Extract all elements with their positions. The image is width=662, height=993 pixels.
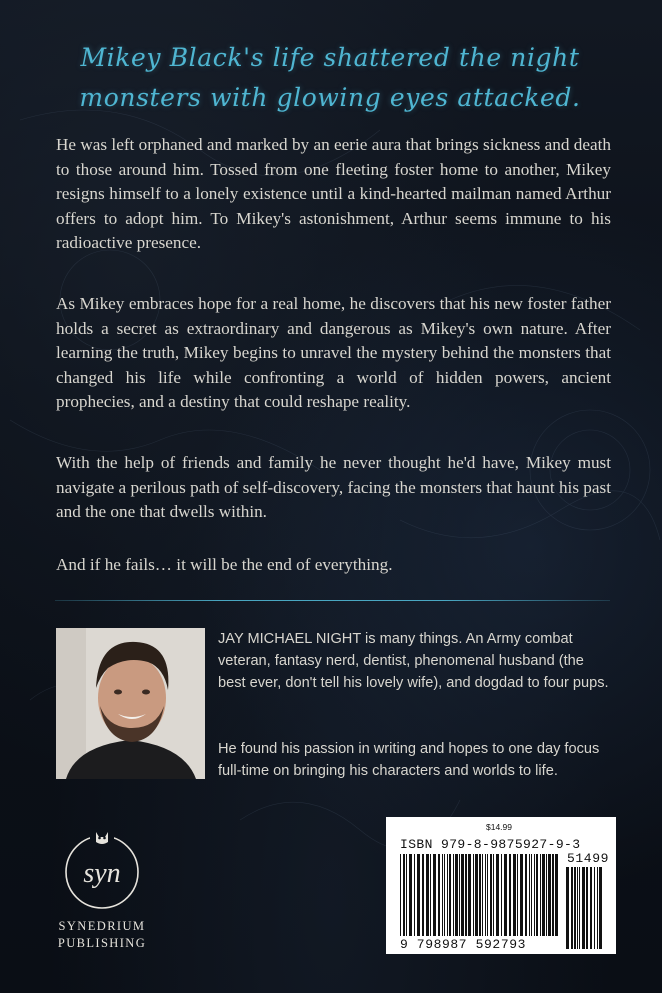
barcode-bar bbox=[599, 867, 602, 949]
barcode-bar bbox=[504, 854, 507, 936]
isbn-barcode bbox=[386, 817, 616, 954]
ean-barcode-bars bbox=[400, 854, 560, 936]
barcode-bar bbox=[430, 854, 431, 936]
publisher-logo-text: syn bbox=[83, 858, 121, 889]
barcode-bar bbox=[501, 854, 502, 936]
barcode-bar bbox=[586, 867, 588, 949]
barcode-bar bbox=[442, 854, 443, 936]
barcode-bar bbox=[517, 854, 518, 936]
barcode-bar bbox=[485, 854, 486, 936]
barcode-bar bbox=[536, 854, 538, 936]
barcode-bar bbox=[534, 854, 535, 936]
barcode-bar bbox=[552, 854, 554, 936]
author-bio-paragraph-1: JAY MICHAEL NIGHT is many things. An Army combat veteran, fantasy nerd, dentist, phenomenal husband (the best ever, don't tell his lovely wife), and dogdad to four pups. bbox=[218, 631, 609, 691]
barcode-bar bbox=[400, 854, 401, 936]
barcode-bar bbox=[525, 854, 527, 936]
barcode-bar bbox=[520, 854, 523, 936]
barcode-bar bbox=[529, 854, 530, 936]
barcode-bar bbox=[590, 867, 592, 949]
barcode-bar bbox=[406, 854, 407, 936]
barcode-bar bbox=[461, 854, 464, 936]
barcode-bar bbox=[490, 854, 492, 936]
barcode-bar bbox=[479, 854, 481, 936]
barcode-bar bbox=[403, 854, 405, 936]
barcode-bar bbox=[594, 867, 595, 949]
barcode-bar bbox=[574, 867, 576, 949]
barcode-bar bbox=[579, 867, 580, 949]
publisher-name-line-1: SYNEDRIUM bbox=[58, 919, 146, 933]
barcode-digits: 9 798987 592793 bbox=[400, 937, 527, 952]
barcode-bar bbox=[422, 854, 424, 936]
blurb-paragraph-1: He was left orphaned and marked by an eerie aura that brings sickness and death to those around him. Tossed from one fleeting foster home to another, Mikey resigns himself to a lonely existence until a kind-hearted mailman named Arthur offers to adopt him. To Mikey's astonishment, Arthur seems immune to his radioactive presence. bbox=[56, 135, 611, 252]
publisher-owl-circle-icon bbox=[60, 828, 144, 912]
barcode-bar bbox=[465, 854, 467, 936]
barcode-bar bbox=[531, 854, 532, 936]
barcode-bar bbox=[566, 867, 569, 949]
barcode-bar bbox=[453, 854, 454, 936]
barcode-bar bbox=[548, 854, 551, 936]
barcode-bar bbox=[582, 867, 585, 949]
tagline-line-1: Mikey Black's life shattered the night bbox=[80, 43, 580, 72]
barcode-bar bbox=[426, 854, 429, 936]
barcode-bar bbox=[577, 867, 578, 949]
tagline-line-2: monsters with glowing eyes attacked. bbox=[79, 83, 581, 112]
barcode-bar bbox=[513, 854, 516, 936]
barcode-bar bbox=[414, 854, 415, 936]
publisher-logo bbox=[48, 828, 156, 953]
barcode-bar bbox=[496, 854, 499, 936]
barcode-bar bbox=[449, 854, 451, 936]
author-photo bbox=[56, 628, 205, 779]
barcode-bar bbox=[597, 867, 598, 949]
barcode-bar bbox=[409, 854, 412, 936]
barcode-price: $14.99 bbox=[486, 822, 512, 832]
publisher-name-line-2: PUBLISHING bbox=[57, 936, 147, 950]
barcode-bar bbox=[475, 854, 478, 936]
barcode-bar bbox=[546, 854, 547, 936]
barcode-bar bbox=[509, 854, 511, 936]
author-bio-paragraph-2: He found his passion in writing and hopes to one day focus full-time on bringing his characters and worlds to life. bbox=[218, 741, 600, 779]
barcode-bar bbox=[447, 854, 448, 936]
blurb-paragraph-4: And if he fails… it will be the end of everything. bbox=[56, 555, 393, 574]
barcode-bar bbox=[487, 854, 488, 936]
barcode-bar bbox=[438, 854, 440, 936]
barcode-bar bbox=[493, 854, 494, 936]
addon-barcode-bars bbox=[566, 867, 606, 949]
tagline bbox=[30, 38, 630, 118]
barcode-bar bbox=[473, 854, 474, 936]
isbn-number: ISBN 979-8-9875927-9-3 bbox=[400, 837, 581, 852]
barcode-bar bbox=[459, 854, 460, 936]
section-divider bbox=[55, 600, 610, 601]
barcode-bar bbox=[468, 854, 471, 936]
barcode-bar bbox=[571, 867, 573, 949]
blurb-paragraph-2: As Mikey embraces hope for a real home, he discovers that his new foster father holds a secret as extraordinary and dangerous as Mikey's own nature. After learning the truth, Mikey begins to unravel the mystery behind the monsters that changed his life while confronting a world of hidden powers, ancient prophecies, and a destiny that could reshape reality. bbox=[56, 294, 611, 411]
barcode-bar bbox=[433, 854, 436, 936]
barcode-bar bbox=[555, 854, 558, 936]
barcode-bar bbox=[444, 854, 445, 936]
barcode-bar bbox=[417, 854, 420, 936]
barcode-addon-digits: 51499 bbox=[567, 851, 610, 866]
barcode-bar bbox=[542, 854, 545, 936]
barcode-bar bbox=[455, 854, 458, 936]
blurb-paragraph-3: With the help of friends and family he never thought he'd have, Mikey must navigate a perilous path of self-discovery, facing the monsters that haunt his past and the one that dwells within. bbox=[56, 453, 611, 521]
barcode-bar bbox=[482, 854, 483, 936]
barcode-bar bbox=[540, 854, 541, 936]
